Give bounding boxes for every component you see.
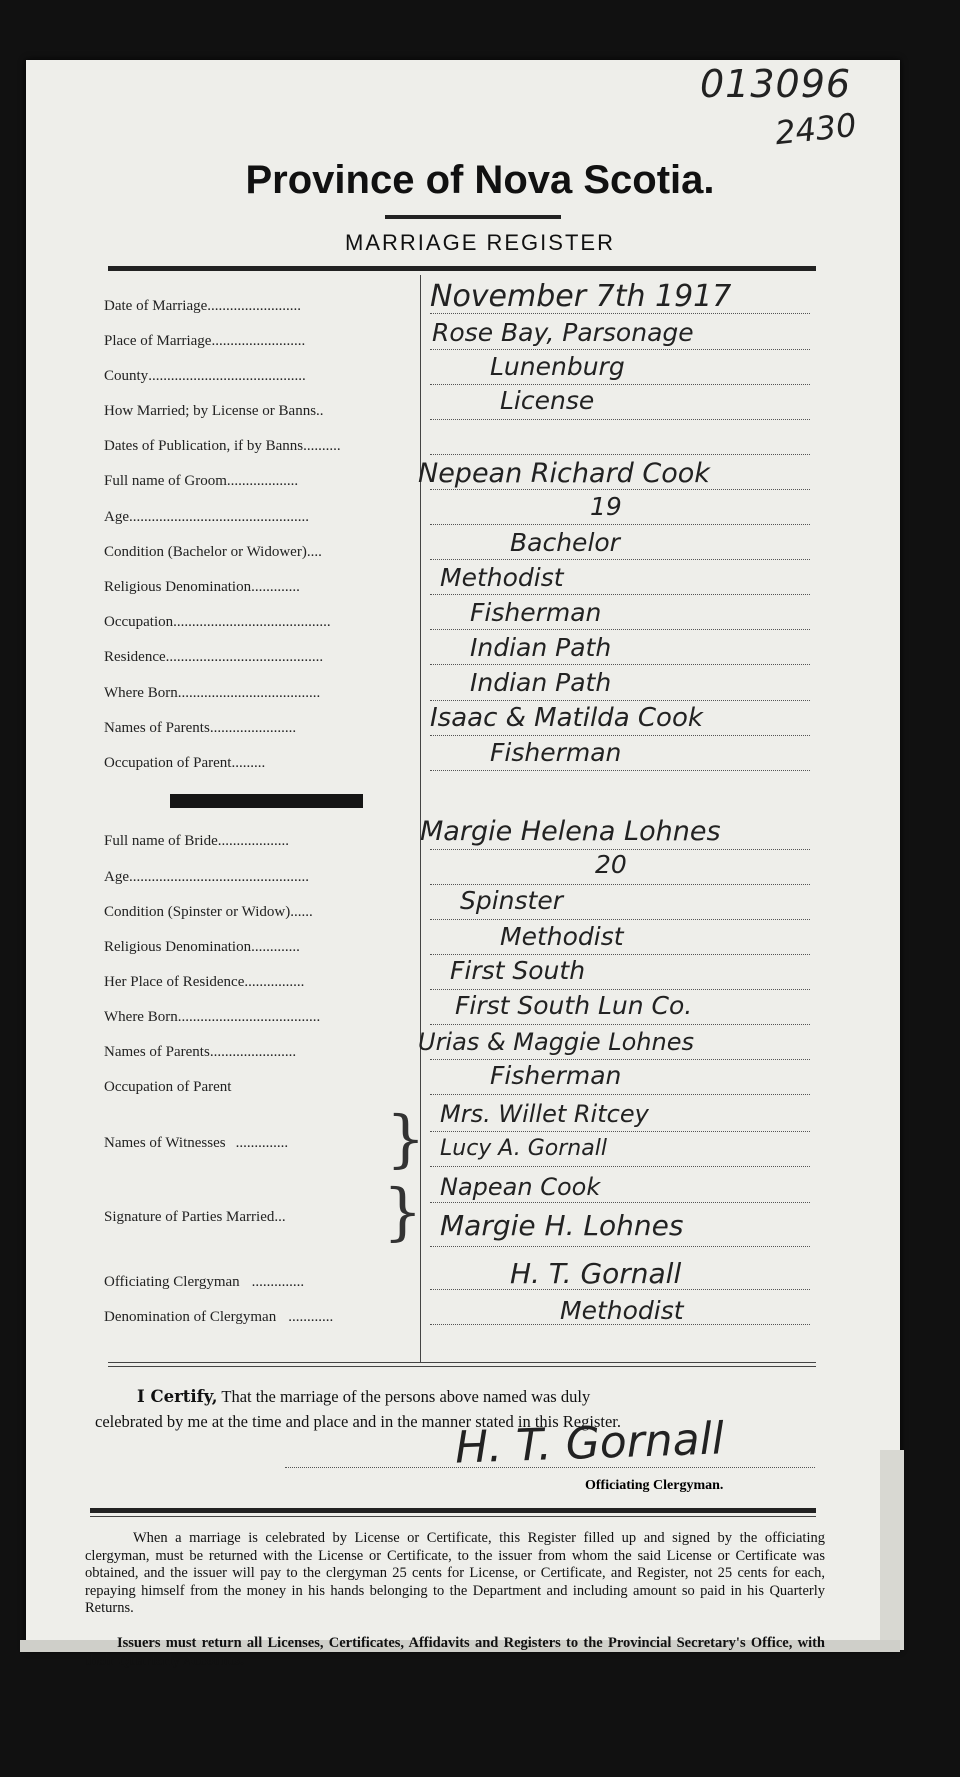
field-label: Age................................................: [104, 869, 309, 885]
signature-line: [285, 1467, 815, 1468]
groom-condition-value: Bachelor: [510, 528, 620, 557]
signature-label: Officiating Clergyman.: [585, 1478, 724, 1493]
groom-signature: Napean Cook: [440, 1173, 601, 1201]
field-line: [430, 454, 810, 455]
groom-residence-value: Indian Path: [470, 633, 612, 662]
parties-brace: }: [383, 1175, 423, 1248]
section-rule: [108, 1362, 816, 1363]
bride-condition-value: Spinster: [460, 886, 564, 915]
bride-name-value: Margie Helena Lohnes: [420, 816, 721, 847]
field-label: County..........................................: [104, 368, 306, 384]
field-label: Occupation..........................................: [104, 614, 331, 630]
field-line: [430, 1246, 810, 1247]
document-title: Province of Nova Scotia.: [245, 158, 715, 202]
field-line: [430, 989, 810, 990]
field-line: [430, 735, 810, 736]
field-line: [430, 770, 810, 771]
footer-rule: [90, 1508, 816, 1513]
groom-religion-value: Methodist: [440, 563, 564, 592]
field-line: [430, 1094, 810, 1095]
bride-signature: Margie H. Lohnes: [440, 1209, 684, 1242]
groom-parents-value: Isaac & Matilda Cook: [430, 703, 703, 733]
bride-religion-value: Methodist: [500, 922, 624, 951]
field-label: Residence..........................................: [104, 649, 324, 665]
field-label: Where Born......................................: [104, 685, 321, 701]
field-line: [430, 1059, 810, 1060]
document-number: 013096: [700, 62, 852, 106]
field-label: Condition (Bachelor or Widower)....: [104, 544, 322, 560]
how-married-value: License: [500, 386, 595, 415]
field-label: Denomination of Clergyman ............: [104, 1309, 334, 1325]
section-divider-bar: [170, 794, 363, 808]
groom-parent-occupation-value: Fisherman: [490, 738, 622, 767]
certify-line-1: That the marriage of the persons above named was duly: [221, 1387, 591, 1406]
field-line: [430, 489, 810, 490]
document-subtitle: MARRIAGE REGISTER: [345, 230, 615, 255]
field-label: Occupation of Parent: [104, 1079, 232, 1095]
field-line: [430, 559, 810, 560]
date-of-marriage-value: November 7th 1917: [430, 279, 732, 314]
certify-line-2: celebrated by me at the time and place and in the manner stated in this Register.: [95, 1412, 621, 1431]
footer-rule: [90, 1516, 816, 1517]
title-underline: [385, 215, 561, 219]
bride-age-value: 20: [595, 850, 627, 879]
field-line: [430, 349, 810, 350]
field-line: [430, 919, 810, 920]
field-label: Occupation of Parent.........: [104, 755, 266, 771]
field-line: [430, 1131, 810, 1132]
footer-notice: Issuers must return all Licenses, Certificates, Affidavits and Registers to the Provincial Secretary's Office, with their Quarterly Accounts.: [85, 1635, 825, 1669]
field-label: How Married; by License or Banns..: [104, 403, 324, 419]
field-label: Date of Marriage.........................: [104, 298, 302, 314]
field-label: Dates of Publication, if by Banns..........: [104, 438, 341, 454]
field-label: Names of Parents.......................: [104, 720, 297, 736]
clergy-denomination-value: Methodist: [560, 1296, 684, 1325]
certify-lead: I Certify,: [137, 1387, 218, 1406]
field-label: Condition (Spinster or Widow)......: [104, 904, 313, 920]
field-label: Names of Parents.......................: [104, 1044, 297, 1060]
field-label: Full name of Groom...................: [104, 473, 299, 489]
header-rule: [108, 266, 816, 271]
clergyman-value: H. T. Gornall: [510, 1257, 682, 1290]
place-of-marriage-value: Rose Bay, Parsonage: [432, 318, 694, 347]
bride-residence-value: First South: [450, 956, 586, 985]
field-label: Full name of Bride...................: [104, 833, 289, 849]
witnesses-label: Names of Witnesses ..............: [104, 1135, 289, 1151]
witnesses-brace: }: [386, 1102, 426, 1175]
field-line: [430, 524, 810, 525]
footer-paragraph: When a marriage is celebrated by License or Certificate, this Register filled up and signed by the officiating clergyman, must be returned with the License or Certificate, to the issuer from whom the said License or Certificate was obtained, and the issuer will pay to the clergyman 25 cents for License, or Certificate, and Register, not 25 cents for each, repaying himself from the money in his hands belonging to the Department and including amount so paid in his Quarterly Returns.: [85, 1530, 825, 1616]
field-line: [430, 700, 810, 701]
field-line: [430, 664, 810, 665]
groom-age-value: 19: [590, 492, 622, 521]
field-line: [430, 594, 810, 595]
witness-2-value: Lucy A. Gornall: [440, 1136, 607, 1161]
bride-parents-value: Urias & Maggie Lohnes: [418, 1028, 694, 1056]
field-label: Age................................................: [104, 509, 309, 525]
field-line: [430, 954, 810, 955]
field-line: [430, 884, 810, 885]
field-label: Religious Denomination.............: [104, 939, 300, 955]
field-label: Officiating Clergyman ..............: [104, 1274, 305, 1290]
clergyman-signature: H. T. Gornall: [454, 1413, 725, 1474]
field-label: Place of Marriage.........................: [104, 333, 306, 349]
witness-1-value: Mrs. Willet Ritcey: [440, 1100, 649, 1128]
field-line: [430, 1202, 810, 1203]
field-label: Her Place of Residence................: [104, 974, 305, 990]
field-line: [430, 1166, 810, 1167]
groom-occupation-value: Fisherman: [470, 598, 602, 627]
paper-edge: [880, 1450, 904, 1650]
field-label: Religious Denomination.............: [104, 579, 300, 595]
field-line: [430, 384, 810, 385]
parties-label: Signature of Parties Married...: [104, 1209, 286, 1225]
section-rule: [108, 1366, 816, 1367]
groom-birthplace-value: Indian Path: [470, 668, 612, 697]
field-label: Where Born......................................: [104, 1009, 321, 1025]
field-line: [430, 1024, 810, 1025]
page-number: 2430: [773, 105, 859, 153]
groom-name-value: Nepean Richard Cook: [418, 458, 710, 489]
bride-birthplace-value: First South Lun Co.: [455, 991, 693, 1020]
county-value: Lunenburg: [490, 352, 625, 381]
field-line: [430, 629, 810, 630]
field-line: [430, 419, 810, 420]
bride-parent-occupation-value: Fisherman: [490, 1061, 622, 1090]
